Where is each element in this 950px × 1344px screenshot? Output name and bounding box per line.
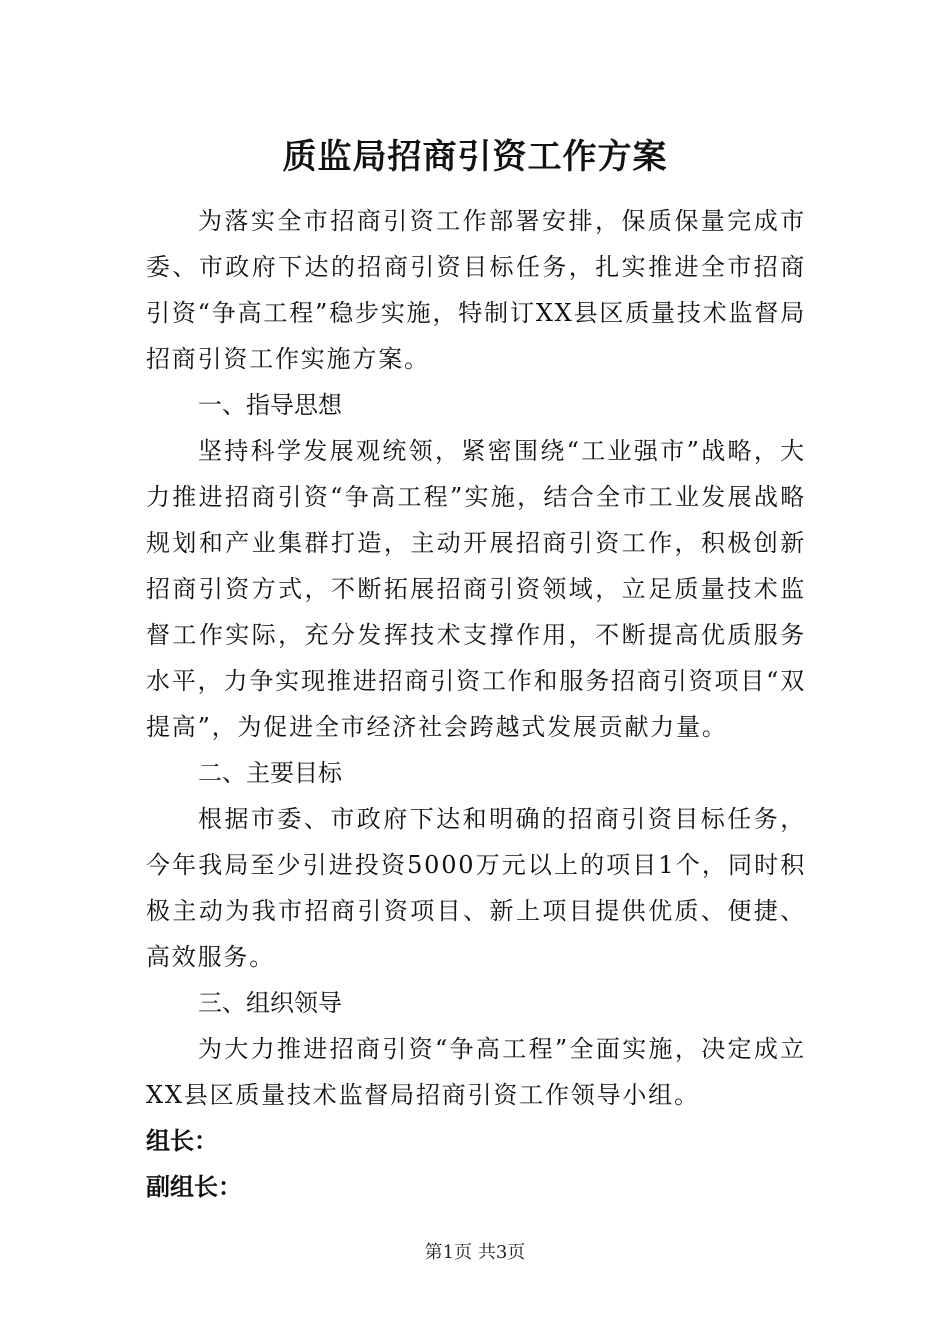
section-heading-guiding-ideology: 一、指导思想 <box>198 391 342 419</box>
deputy-leader-label: 副组长： <box>146 1173 242 1201</box>
page-footer: 第1页 共3页 <box>424 1242 526 1263</box>
section-body-guiding-ideology: 坚持科学发展观统领，紧密围绕“工业强市”战略，大力推进招商引资“争高工程”实施，结合全市工业发展战略规划和产业集群打造，主动开展招商引资工作，积极创新招商引资方式，不断拓展招商引资领域，立足质量技术监督工作实际，充分发挥技术支撑作用，不断提高优质服务水平，力争实现推进招商引资工作和服务招商引资项目“双提高”，为促进全市经济社会跨越式发展贡献力量。 <box>146 437 806 741</box>
leader-label: 组长： <box>146 1127 218 1155</box>
document-title: 质监局招商引资工作方案 <box>282 137 668 177</box>
intro-paragraph: 为落实全市招商引资工作部署安排，保质保量完成市委、市政府下达的招商引资目标任务，扎实推进全市招商引资“争高工程”稳步实施，特制订XX县区质量技术监督局招商引资工作实施方案。 <box>146 207 806 373</box>
section-body-main-goals: 根据市委、市政府下达和明确的招商引资目标任务，今年我局至少引进投资5000万元以上的项目1个，同时积极主动为我市招商引资项目、新上项目提供优质、便捷、高效服务。 <box>146 805 806 971</box>
document-body <box>146 198 806 1210</box>
section-heading-organization: 三、组织领导 <box>198 989 342 1017</box>
section-body-organization: 为大力推进招商引资“争高工程”全面实施，决定成立XX县区质量技术监督局招商引资工作领导小组。 <box>146 1035 806 1109</box>
section-heading-main-goals: 二、主要目标 <box>198 759 342 787</box>
